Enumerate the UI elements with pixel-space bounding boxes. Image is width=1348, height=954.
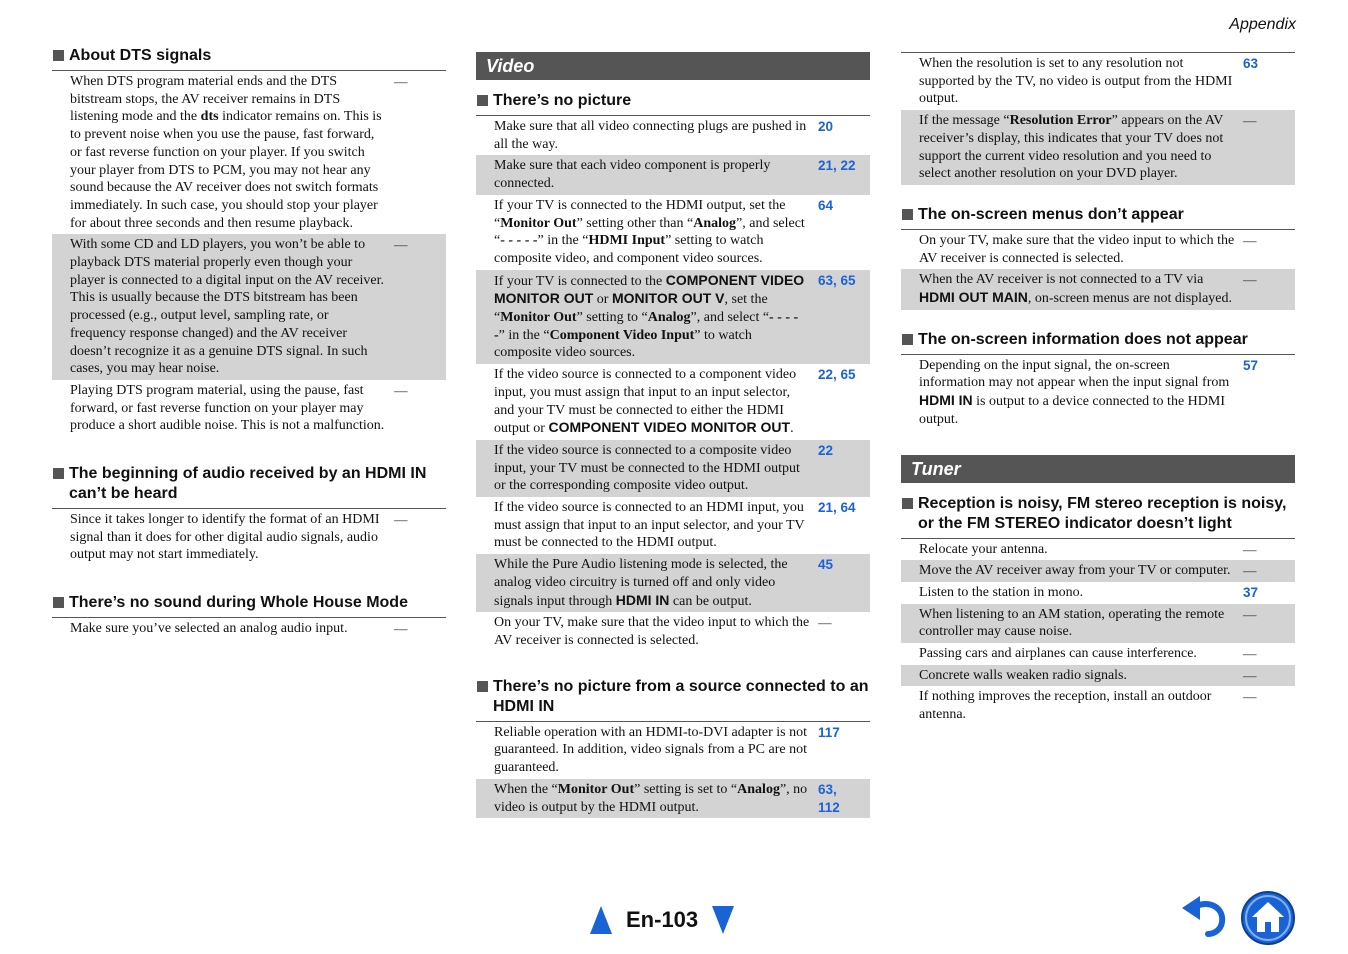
table-row: Listen to the station in mono. 37 xyxy=(901,582,1295,604)
resolution-table xyxy=(901,52,1295,185)
hdmi-audio-table xyxy=(52,508,446,566)
table-row: Relocate your antenna. — xyxy=(919,541,1257,557)
table-row: Playing DTS program material, using the pause, fast forward, or fast reverse function on your player may produce a short audible noise. This is not a malfunction. — xyxy=(70,382,408,434)
section-title-dts: About DTS signals xyxy=(52,46,446,66)
previous-page-icon[interactable] xyxy=(590,906,612,934)
table-row: Concrete walls weaken radio signals. — xyxy=(901,665,1295,687)
column-middle xyxy=(476,52,870,838)
table-row: If your TV is connected to the HDMI output, set the “Monitor Out” setting other than “Analog”, and select “- - - - -” in the “HDMI Input” setting to watch composite video, and component video sources. 64 xyxy=(476,195,870,270)
tuner-band: Tuner xyxy=(901,455,1295,483)
section-title-menus: The on-screen menus don’t appear xyxy=(901,205,1295,225)
section-title-hdmi-picture: There’s no picture from a source connected to an HDMI IN xyxy=(476,677,870,717)
table-row: On your TV, make sure that the video input to which the AV receiver is connected is selected. — xyxy=(919,232,1257,266)
table-row: Move the AV receiver away from your TV or computer. — xyxy=(901,560,1295,582)
page-link[interactable]: 22 xyxy=(840,158,856,174)
page-link[interactable]: 112 xyxy=(818,799,840,815)
section-title-whole-house: There’s no sound during Whole House Mode xyxy=(52,593,446,613)
page-link[interactable]: 64 xyxy=(818,197,834,213)
table-row: Since it takes longer to identify the format of an HDMI signal than it does for other digital audio signals, audio output may not start immediately. — xyxy=(70,512,408,563)
table-row: When the “Monitor Out” setting is set to “Analog”, no video is output by the HDMI output. 63, 112 xyxy=(476,779,870,818)
menus-table xyxy=(901,229,1295,310)
page-link[interactable]: 64 xyxy=(840,500,856,516)
home-icon[interactable] xyxy=(1240,890,1296,946)
page-link[interactable]: 65 xyxy=(840,272,856,288)
table-row: Make sure that all video connecting plugs are pushed in all the way. 20 xyxy=(476,116,870,155)
table-row: When listening to an AM station, operating the remote controller may cause noise. — xyxy=(901,604,1295,643)
reception-table xyxy=(901,538,1295,726)
column-left xyxy=(52,46,446,660)
page-link[interactable]: 57 xyxy=(1243,357,1259,373)
square-bullet-icon xyxy=(477,681,488,692)
table-row: If the video source is connected to an HDMI input, you must assign that input to an input selector, and your TV must be connected to the HDMI output. 21, 64 xyxy=(494,500,856,551)
square-bullet-icon xyxy=(53,597,64,608)
page-link[interactable]: 20 xyxy=(818,119,834,134)
square-bullet-icon xyxy=(53,468,64,479)
table-row: When DTS program material ends and the DTS bitstream stops, the AV receiver remains in DTS listening mode and the dts indicator remains on. This is to prevent noise when you use the pause, fast forward, or fast reverse function on your player. If you switch your player from DTS to PCM, you may not hear any sound because the AV receiver does not switch formats immediately. In such case, you should stop your player for about three seconds and then resume playback. — xyxy=(70,74,408,231)
page-link[interactable]: 63 xyxy=(818,272,834,288)
info-table xyxy=(901,354,1295,431)
column-right xyxy=(901,52,1295,746)
dts-table xyxy=(52,70,446,437)
page-link[interactable]: 63 xyxy=(1243,56,1259,71)
section-title-reception: Reception is noisy, FM stereo reception is noisy, or the FM STEREO indicator doesn’t light xyxy=(901,494,1295,534)
table-row: If the video source is connected to a composite video input, your TV must be connected to the HDMI output or the corresponding composite video output. 22 xyxy=(476,440,870,497)
page-link[interactable]: 65 xyxy=(840,367,856,383)
back-arrow-icon[interactable] xyxy=(1180,894,1228,938)
table-row: When the resolution is set to any resolution not supported by the TV, no video is output from the HDMI output. 63 xyxy=(901,53,1295,110)
square-bullet-icon xyxy=(477,95,488,106)
page-number: En-103 xyxy=(626,907,699,932)
table-row: With some CD and LD players, you won’t be able to playback DTS material properly even though your player is connected to a digital input on the AV receiver. This is usually because the DTS bitstream has been processed (e.g., output level, sampling rate, or frequency response changed) and the AV receiver doesn’t recognize it as a genuine DTS signal. In such cases, you may hear noise. — xyxy=(52,234,446,380)
video-band: Video xyxy=(476,52,870,80)
section-title-info: The on-screen information does not appear xyxy=(901,330,1295,350)
page-link[interactable]: 117 xyxy=(818,724,840,740)
square-bullet-icon xyxy=(53,50,64,61)
square-bullet-icon xyxy=(902,209,913,220)
hdmi-picture-table xyxy=(476,721,870,819)
square-bullet-icon xyxy=(902,334,913,345)
table-row: Passing cars and airplanes can cause interference. — xyxy=(919,646,1257,662)
section-title-no-picture: There’s no picture xyxy=(476,91,870,111)
page-link[interactable]: 22 xyxy=(818,367,834,383)
table-row: If nothing improves the reception, install an outdoor antenna. — xyxy=(919,689,1257,723)
page-link[interactable]: 21 xyxy=(818,500,834,516)
square-bullet-icon xyxy=(902,498,913,509)
page-navigation xyxy=(590,898,734,942)
whole-house-table xyxy=(52,617,446,640)
table-row: Depending on the input signal, the on-screen information may not appear when the input signal from HDMI IN is output to a device connected to the HDMI output. 57 xyxy=(901,355,1295,431)
section-title-hdmi-audio: The beginning of audio received by an HDMI IN can’t be heard xyxy=(52,464,446,504)
table-row: If your TV is connected to the COMPONENT VIDEO MONITOR OUT or MONITOR OUT V, set the “Monitor Out” setting to “Analog”, and select “- - - - -” in the “Component Video Input” to watch composite video sources. 63, 65 xyxy=(476,270,870,365)
page-link[interactable]: 22 xyxy=(818,442,834,458)
next-page-icon[interactable] xyxy=(712,906,734,934)
page-link[interactable]: 21 xyxy=(818,158,834,174)
no-picture-table xyxy=(476,115,870,652)
table-row: Make sure you’ve selected an analog audio input. — xyxy=(70,621,408,637)
table-row: While the Pure Audio listening mode is selected, the analog video circuitry is turned off and only video signals input through HDMI IN can be output. 45 xyxy=(476,554,870,612)
table-row: On your TV, make sure that the video input to which the AV receiver is connected is selected. — xyxy=(494,615,832,648)
table-row: If the video source is connected to a component video input, you must assign that input to an input selector, and your TV must be connected to either the HDMI output or COMPONENT VIDEO MONITOR OUT. 22, 65 xyxy=(494,367,856,437)
table-row: If the message “Resolution Error” appears on the AV receiver’s display, this indicates that your TV does not support the current video resolution and you need to select another resolution on your DVD player. — xyxy=(901,110,1295,185)
page-link[interactable]: 45 xyxy=(818,557,834,573)
page-link[interactable]: 37 xyxy=(1243,584,1259,600)
table-row: Reliable operation with an HDMI-to-DVI adapter is not guaranteed. In addition, video signals from a PC are not guaranteed. 117 xyxy=(476,722,870,779)
table-row: Make sure that each video component is properly connected. 21, 22 xyxy=(476,155,870,194)
table-row: When the AV receiver is not connected to a TV via HDMI OUT MAIN, on-screen menus are not displayed. — xyxy=(901,269,1295,309)
section-header: Appendix xyxy=(1229,16,1296,33)
page-link[interactable]: 63 xyxy=(818,781,834,797)
